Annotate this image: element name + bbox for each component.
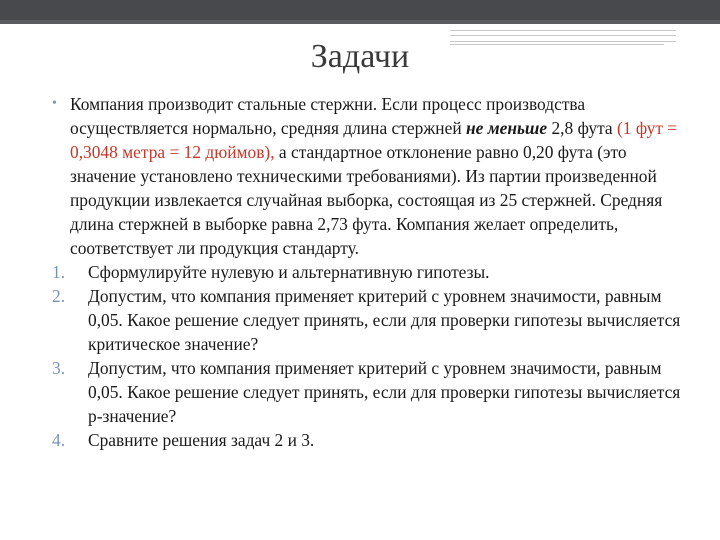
header-band-shade <box>0 20 720 24</box>
task-item <box>52 356 692 428</box>
task-list <box>52 260 692 452</box>
slide-body <box>52 92 692 452</box>
task-number: 2. <box>52 286 66 306</box>
task-text: Сформулируйте нулевую и альтернативную гипотезы. <box>88 262 490 282</box>
slide-title: Задачи <box>310 38 410 75</box>
task-item <box>52 428 692 452</box>
task-text: Допустим, что компания применяет критерий с уровнем значимости, равным 0,05. Какое решение следует принять, если для проверки гипотезы вычисляется р-значение? <box>88 358 681 426</box>
bullet-icon: • <box>52 96 57 111</box>
intro-paragraph <box>52 92 692 260</box>
intro-text-3: а стандартное отклонение равно 0,20 фута (это значение установлено техническими требованиями). Из партии произведенной продукции извлекается случайная выборка, состоящая из 25 стержней. Средняя длина стержней в выборке равна 2,73 фута. Компания желает определить, соответствует ли продукция стандарту. <box>70 142 663 258</box>
task-number: 3. <box>52 358 66 378</box>
task-number: 1. <box>52 262 66 282</box>
intro-text-2: 2,8 фута <box>547 118 617 138</box>
intro-text-1: Компания производит стальные стержни. Если процесс производства осуществляется нормально, средняя длина стержней <box>70 94 586 138</box>
task-item <box>52 260 692 284</box>
intro-emphasis: не меньше <box>465 118 548 138</box>
decorative-line <box>450 35 676 36</box>
task-text: Сравните решения задач 2 и 3. <box>88 430 315 450</box>
unit-conversion-note: (1 фут = 0,3048 метра = 12 дюймов), <box>70 118 678 162</box>
task-number: 4. <box>52 430 66 450</box>
task-text: Допустим, что компания применяет критерий с уровнем значимости, равным 0,05. Какое решение следует принять, если для проверки гипотезы вычисляется критическое значение? <box>88 286 681 354</box>
task-item <box>52 284 692 356</box>
decorative-line <box>450 30 676 31</box>
